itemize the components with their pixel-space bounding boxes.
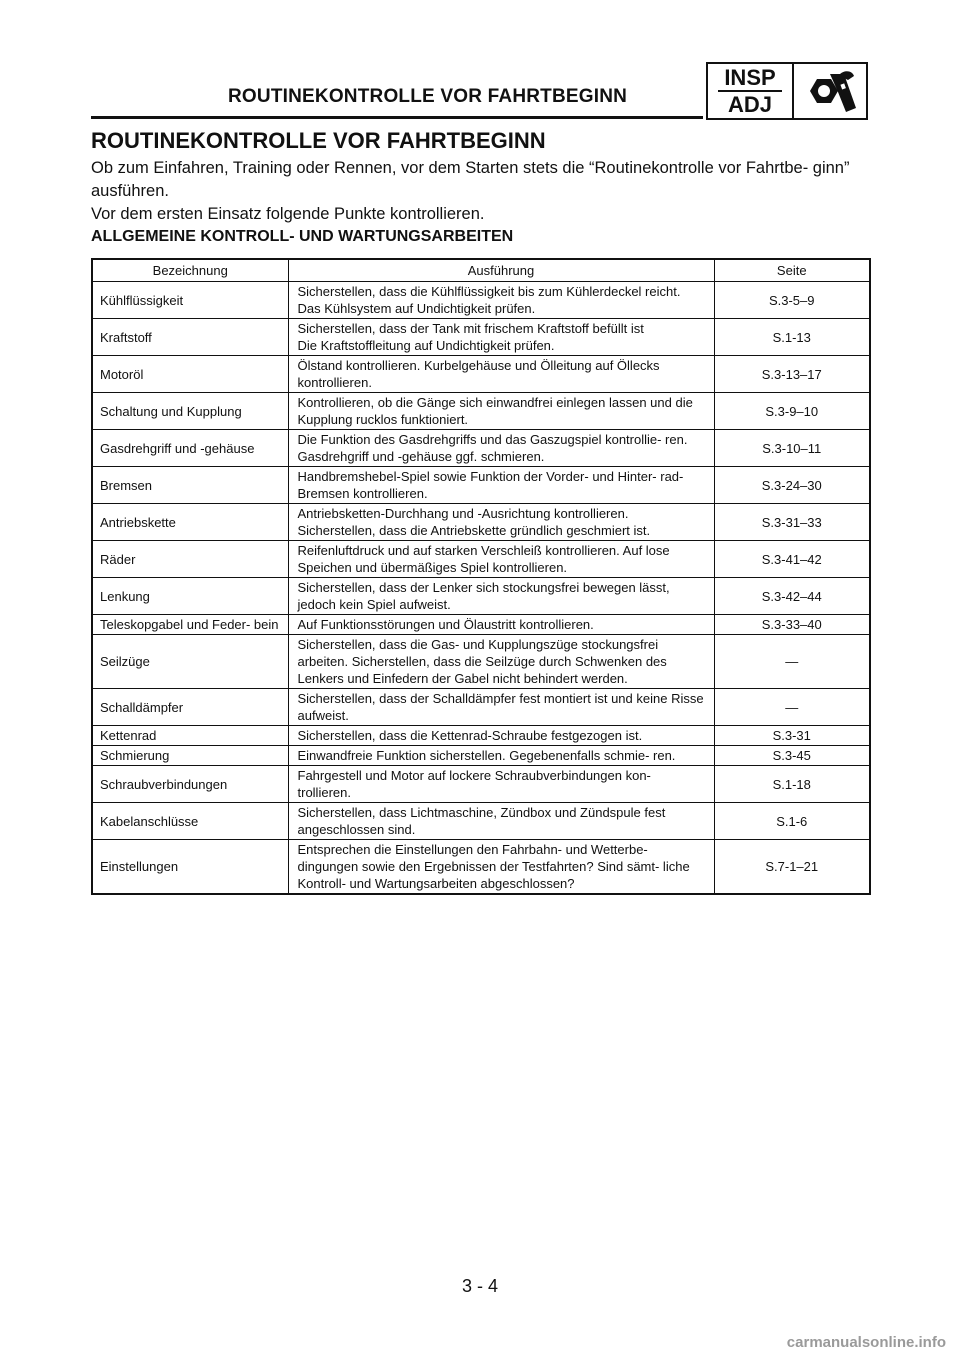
table-row — [92, 467, 870, 504]
row-page-cell: S.3-24–30 — [714, 467, 870, 504]
table-row — [92, 726, 870, 746]
row-name-cell: Kraftstoff — [92, 319, 288, 356]
watermark: carmanualsonline.info — [786, 1334, 946, 1351]
row-name-cell: Kühlflüssigkeit — [92, 282, 288, 319]
table-row — [92, 746, 870, 766]
row-description-cell: Handbremshebel-Spiel sowie Funktion der Vorder- und Hinter- rad-Bremsen kontrollieren. — [288, 467, 714, 504]
row-description-cell: Kontrollieren, ob die Gänge sich einwandfrei einlegen lassen und die Kupplung rucklos funktioniert. — [288, 393, 714, 430]
row-description-cell: Antriebsketten-Durchhang und -Ausrichtung kontrollieren. Sicherstellen, dass die Antriebskette gründlich geschmiert ist. — [288, 504, 714, 541]
badge-text — [708, 64, 794, 118]
row-page-cell: S.1-18 — [714, 766, 870, 803]
row-description-cell: Fahrgestell und Motor auf lockere Schraubverbindungen kon- trollieren. — [288, 766, 714, 803]
row-page-cell: S.1-13 — [714, 319, 870, 356]
row-description-cell: Sicherstellen, dass die Gas- und Kupplungszüge stockungsfrei arbeiten. Sicherstellen, dass die Seilzüge durch Schwenken des Lenkers und Einfedern der Gabel nicht behindert werden. — [288, 635, 714, 689]
page-number: 3 - 4 — [461, 1276, 499, 1296]
row-name-cell: Schraubverbindungen — [92, 766, 288, 803]
intro-text — [91, 157, 881, 226]
wrench-nut-icon-graphic — [800, 68, 860, 114]
row-page-cell: S.3-5–9 — [714, 282, 870, 319]
row-page-cell: S.3-33–40 — [714, 615, 870, 635]
row-description-cell: Entsprechen die Einstellungen den Fahrbahn- und Wetterbe- dingungen sowie den Ergebnissen der Testfahrten? Sind sämt- liche Kontroll- und Wartungsarbeiten abgeschlossen? — [288, 840, 714, 895]
row-name-cell: Kabelanschlüsse — [92, 803, 288, 840]
row-description-cell: Ölstand kontrollieren. Kurbelgehäuse und Ölleitung auf Öllecks kontrollieren. — [288, 356, 714, 393]
row-name-cell: Antriebskette — [92, 504, 288, 541]
row-page-cell: S.1-6 — [714, 803, 870, 840]
row-name-cell: Gasdrehgriff und -gehäuse — [92, 430, 288, 467]
row-description-cell: Sicherstellen, dass die Kühlflüssigkeit bis zum Kühlerdeckel reicht. Das Kühlsystem auf Undichtigkeit prüfen. — [288, 282, 714, 319]
row-description-cell: Sicherstellen, dass der Tank mit frischem Kraftstoff befüllt ist Die Kraftstoffleitung auf Undichtigkeit prüfen. — [288, 319, 714, 356]
table-row — [92, 766, 870, 803]
badge-adj-label: ADJ — [727, 91, 772, 117]
table-row — [92, 504, 870, 541]
intro-paragraph-1: Ob zum Einfahren, Training oder Rennen, vor dem Starten stets die “Routinekontrolle vor Fahrtbe- ginn” ausführen. — [91, 159, 850, 200]
row-name-cell: Schmierung — [92, 746, 288, 766]
row-page-cell: S.7-1–21 — [714, 840, 870, 895]
table-row — [92, 430, 870, 467]
row-name-cell: Räder — [92, 541, 288, 578]
row-description-cell: Sicherstellen, dass Lichtmaschine, Zündbox und Zündspule fest angeschlossen sind. — [288, 803, 714, 840]
row-page-cell: S.3-10–11 — [714, 430, 870, 467]
column-header-description: Ausführung — [288, 259, 714, 282]
row-description-cell: Sicherstellen, dass die Kettenrad-Schraube festgezogen ist. — [288, 726, 714, 746]
table-row — [92, 393, 870, 430]
table-row — [92, 541, 870, 578]
badge-insp-label: INSP — [718, 67, 781, 92]
column-header-name: Bezeichnung — [92, 259, 288, 282]
row-page-cell: S.3-45 — [714, 746, 870, 766]
row-name-cell: Schaltung und Kupplung — [92, 393, 288, 430]
table-row — [92, 356, 870, 393]
table-row — [92, 282, 870, 319]
row-name-cell: Bremsen — [92, 467, 288, 504]
table-row — [92, 319, 870, 356]
table-header-row — [92, 259, 870, 282]
header-title: ROUTINEKONTROLLE VOR FAHRTBEGINN — [228, 86, 628, 107]
row-page-cell: — — [714, 635, 870, 689]
wrench-nut-icon — [794, 64, 866, 118]
row-description-cell: Sicherstellen, dass der Schalldämpfer fest montiert ist und keine Risse aufweist. — [288, 689, 714, 726]
row-name-cell: Motoröl — [92, 356, 288, 393]
row-page-cell: S.3-41–42 — [714, 541, 870, 578]
row-description-cell: Einwandfreie Funktion sicherstellen. Gegebenenfalls schmie- ren. — [288, 746, 714, 766]
table-row — [92, 803, 870, 840]
section-title: ROUTINEKONTROLLE VOR FAHRTBEGINN — [91, 128, 546, 153]
row-name-cell: Schalldämpfer — [92, 689, 288, 726]
row-page-cell: S.3-13–17 — [714, 356, 870, 393]
row-page-cell: S.3-31 — [714, 726, 870, 746]
row-name-cell: Teleskopgabel und Feder- bein — [92, 615, 288, 635]
table-row — [92, 635, 870, 689]
insp-adj-badge — [706, 62, 868, 120]
row-name-cell: Seilzüge — [92, 635, 288, 689]
column-header-page: Seite — [714, 259, 870, 282]
subheading: ALLGEMEINE KONTROLL- UND WARTUNGSARBEITEN — [91, 228, 514, 245]
table-body — [92, 282, 870, 895]
row-page-cell: S.3-9–10 — [714, 393, 870, 430]
inspection-table — [91, 258, 871, 895]
table-row — [92, 578, 870, 615]
row-description-cell: Sicherstellen, dass der Lenker sich stockungsfrei bewegen lässt, jedoch kein Spiel aufweist. — [288, 578, 714, 615]
row-page-cell: S.3-31–33 — [714, 504, 870, 541]
header-divider — [91, 116, 703, 119]
row-name-cell: Lenkung — [92, 578, 288, 615]
row-name-cell: Einstellungen — [92, 840, 288, 895]
table-row — [92, 689, 870, 726]
row-page-cell: S.3-42–44 — [714, 578, 870, 615]
row-page-cell: — — [714, 689, 870, 726]
row-description-cell: Auf Funktionsstörungen und Ölaustritt kontrollieren. — [288, 615, 714, 635]
intro-paragraph-2: Vor dem ersten Einsatz folgende Punkte kontrollieren. — [91, 205, 485, 223]
table-row — [92, 840, 870, 895]
table-row — [92, 615, 870, 635]
row-name-cell: Kettenrad — [92, 726, 288, 746]
row-description-cell: Reifenluftdruck und auf starken Verschleiß kontrollieren. Auf lose Speichen und übermäßiges Spiel kontrollieren. — [288, 541, 714, 578]
row-description-cell: Die Funktion des Gasdrehgriffs und das Gaszugspiel kontrollie- ren. Gasdrehgriff und -gehäuse ggf. schmieren. — [288, 430, 714, 467]
